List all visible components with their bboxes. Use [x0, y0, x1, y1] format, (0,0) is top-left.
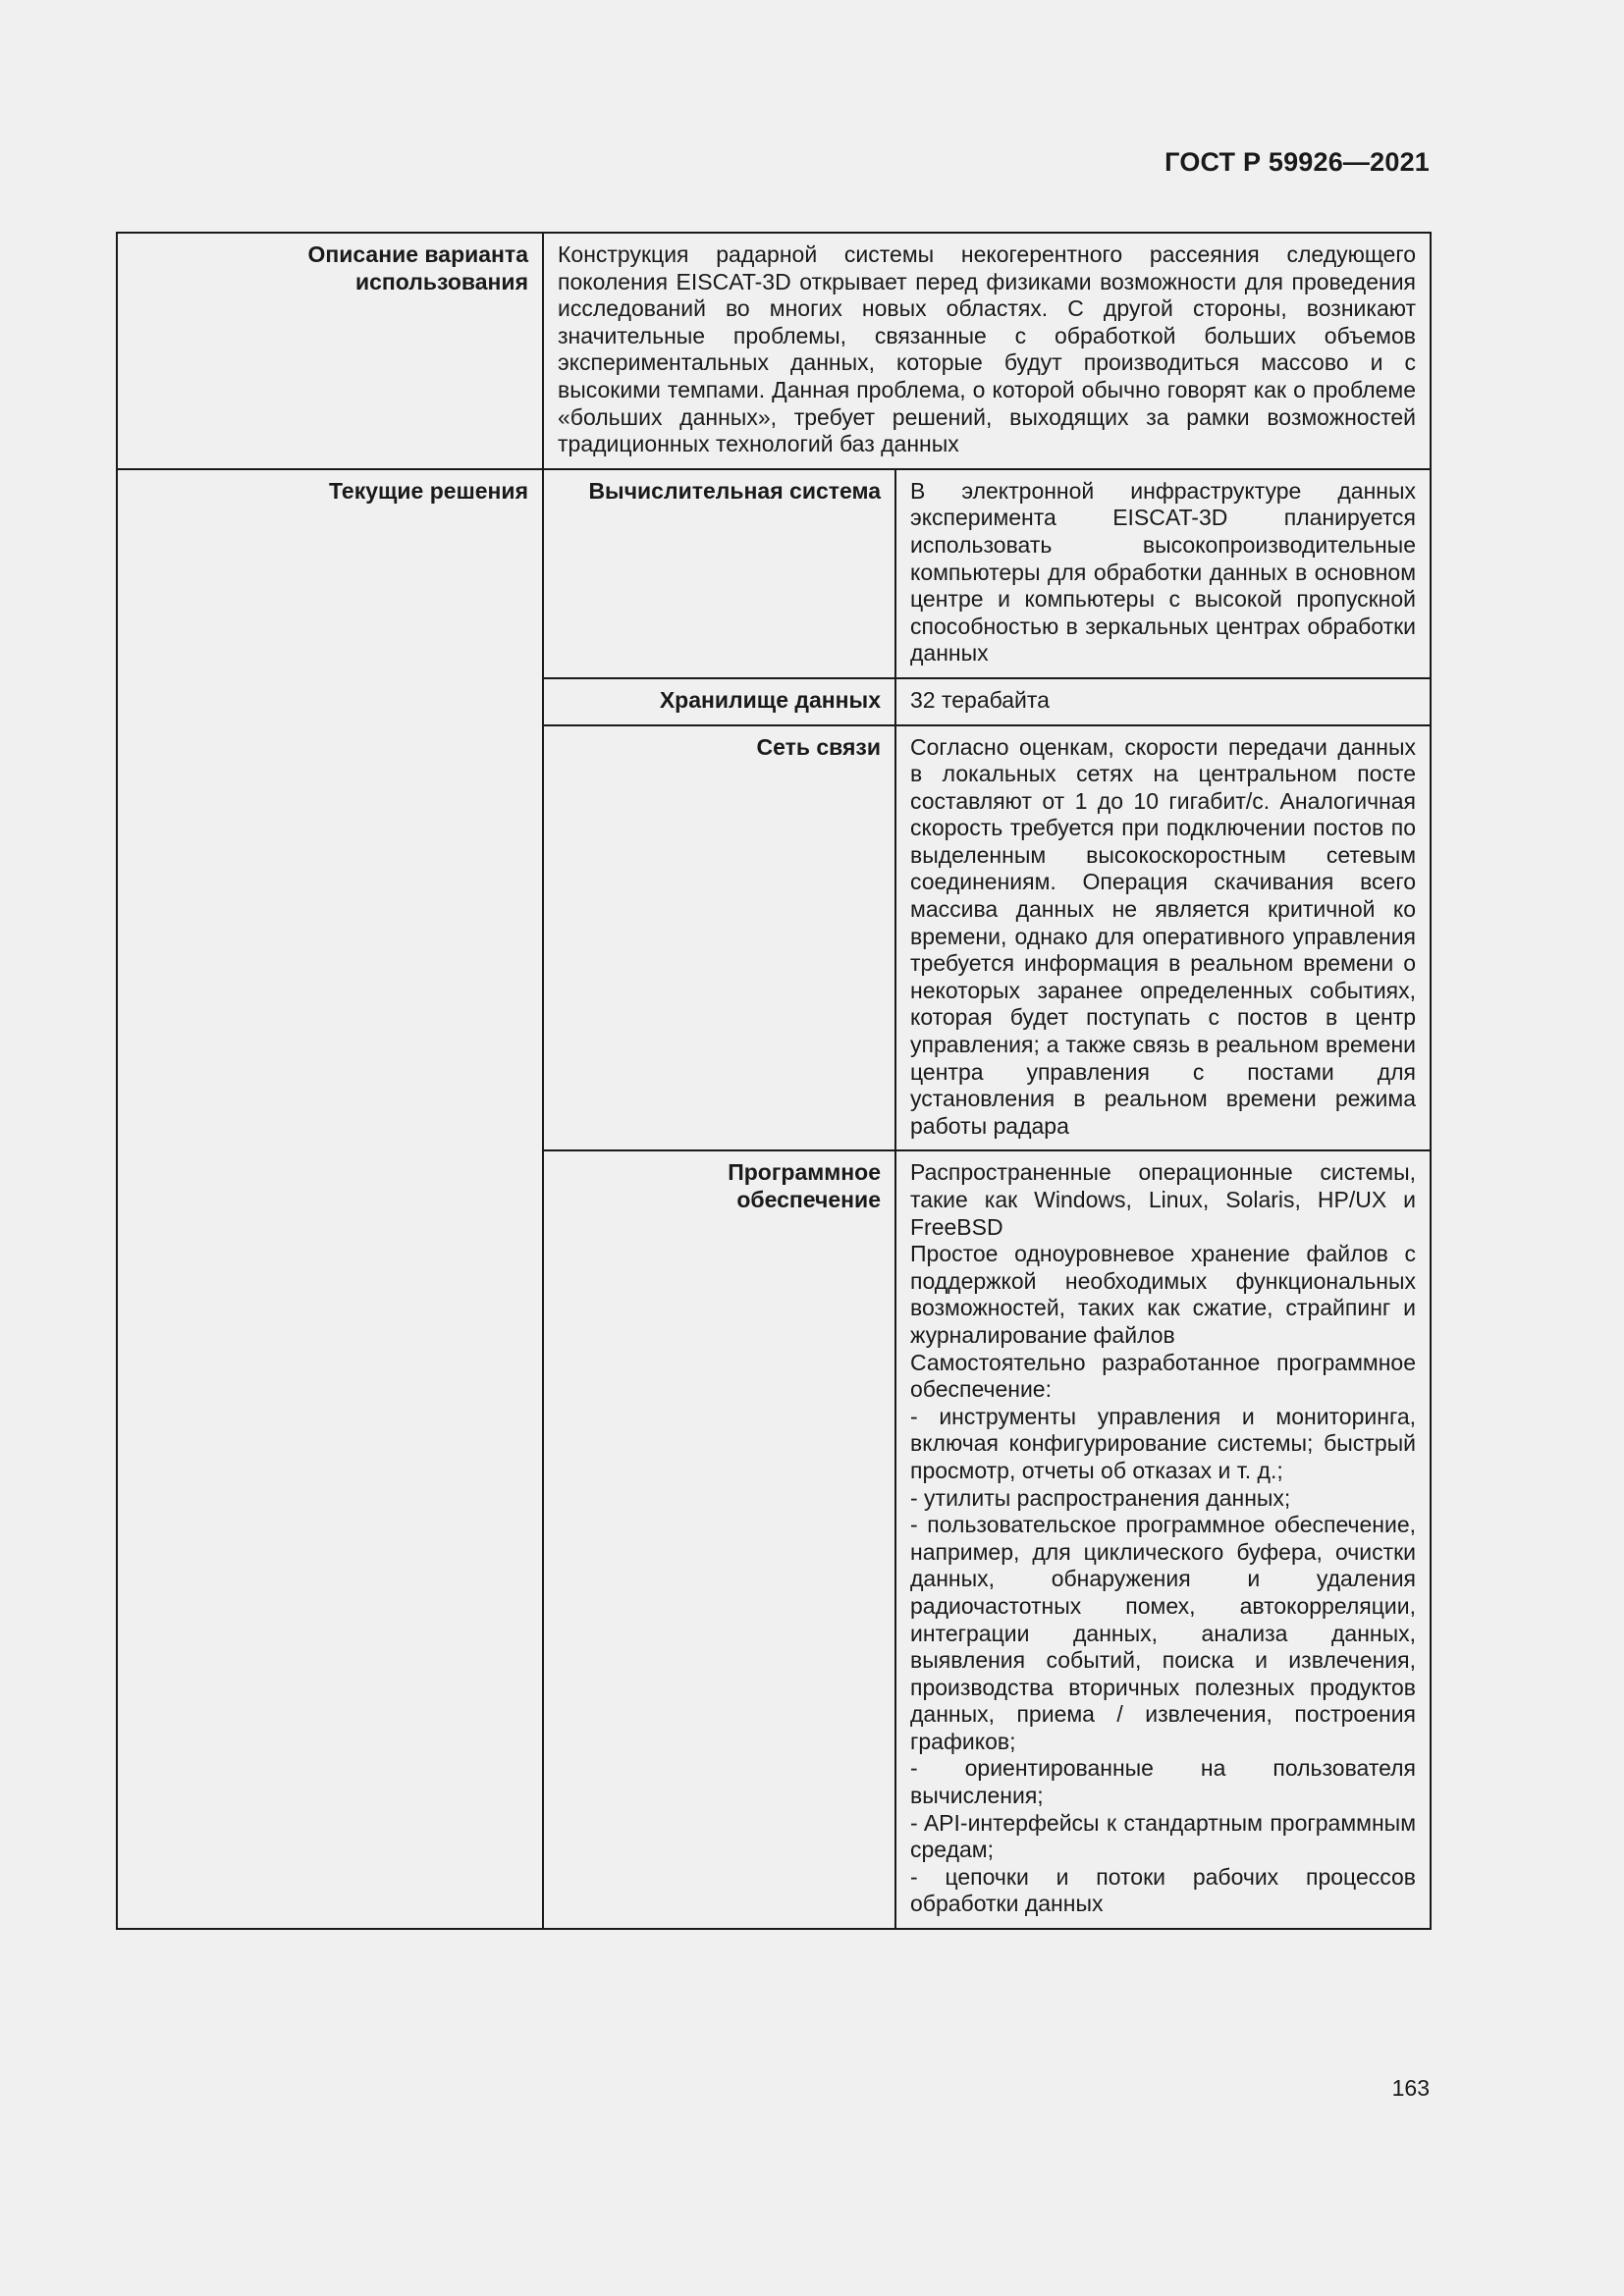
data-storage-label: Хранилище данных	[543, 678, 895, 725]
software-label-text: Программное обеспечение	[728, 1159, 881, 1212]
compute-system-text	[895, 469, 1431, 678]
compute-system-label: Вычислительная система	[543, 469, 895, 678]
table-row-description	[117, 233, 1431, 469]
page-number: 163	[1391, 2075, 1430, 2101]
text-line: В электронной инфраструктуре данных эксперимента EISCAT-3D планируется использовать высокопроизводительные компьютеры для обработки данных в основном центре и компьютеры с высокой пропускной способностью в зеркальных центрах обработки данных	[910, 477, 1417, 667]
text-line: - пользовательское программное обеспечение, например, для циклического буфера, очистки данных, обнаружения и удаления радиочастотных помех, автокорреляции, интеграции данных, анализа данных, выявления событий, поиска и извлечения, производства вторичных полезных продуктов данных, приема / извлечения, построения графиков;	[910, 1512, 1417, 1754]
table-row-compute	[117, 469, 1431, 678]
software-text	[895, 1150, 1431, 1929]
data-storage-text	[895, 678, 1431, 725]
text-line: - утилиты распространения данных;	[910, 1484, 1291, 1511]
text-line: Самостоятельно разработанное программное обеспечение:	[910, 1349, 1417, 1403]
current-solutions-label: Текущие решения	[117, 469, 543, 1929]
network-label: Сеть связи	[543, 725, 895, 1151]
text-line: 32 терабайта	[910, 686, 1050, 713]
text-line: Распространенные операционные системы, такие как Windows, Linux, Solaris, HP/UX и FreeBSD	[910, 1159, 1417, 1240]
text-line: Согласно оценкам, скорости передачи данных в локальных сетях на центральном посте составляют от 1 до 10 гигабит/с. Аналогичная скорость требуется при подключении постов по выделенным высокоскоростным сетевым соединениям. Операция скачивания всего массива данных не является критичной ко времени, однако для оперативного управления требуется информация в реальном времени о некоторых заранее определенных событиях, которая будет поступать с постов в центр управления; а также связь в реальном времени центра управления с постами для установления в реальном времени режима работы радара	[910, 733, 1417, 1139]
use-case-table	[116, 232, 1432, 1930]
text-line: - инструменты управления и мониторинга, включая конфигурирование системы; быстрый просмотр, отчеты об отказах и т. д.;	[910, 1403, 1417, 1483]
text-line: - цепочки и потоки рабочих процессов обработки данных	[910, 1863, 1417, 1917]
text-line: - API-интерфейсы к стандартным программным средам;	[910, 1809, 1417, 1863]
description-label: Описание варианта использования	[117, 233, 543, 469]
software-label	[543, 1150, 895, 1929]
document-header: ГОСТ Р 59926—2021	[1164, 147, 1430, 177]
text-line: - ориентированные на пользователя вычисления;	[910, 1755, 1417, 1809]
text-line: Простое одноуровневое хранение файлов с поддержкой необходимых функциональных возможностей, таких как сжатие, страйпинг и журналирование файлов	[910, 1241, 1417, 1348]
description-text: Конструкция радарной системы некогерентного рассеяния следующего поколения EISCAT-3D открывает перед физиками возможности для проведения исследований во многих новых областях. С другой стороны, возникают значительные проблемы, связанные с обработкой больших объемов экспериментальных данных, которые будут производиться массово и с высокими темпами. Данная проблема, о которой обычно говорят как о проблеме «больших данных», требует решений, выходящих за рамки возможностей традиционных технологий баз данных	[543, 233, 1431, 469]
network-text	[895, 725, 1431, 1151]
